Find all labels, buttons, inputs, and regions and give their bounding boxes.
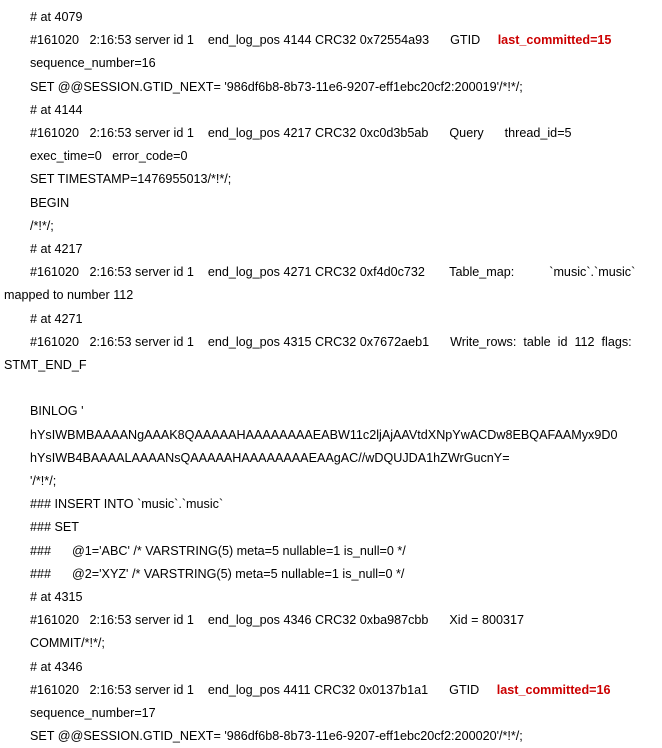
log-line (4, 308, 658, 331)
log-line (4, 6, 658, 29)
log-line (4, 400, 658, 423)
log-line-text: BINLOG ' (30, 404, 84, 419)
log-line (4, 424, 658, 447)
log-line (4, 493, 658, 516)
log-line-text: sequence_number=16 (30, 56, 156, 71)
log-line-text: BEGIN (30, 195, 70, 210)
log-line-text: #161020 2:16:53 server id 1 end_log_pos 4315 CRC32 0x7672aeb1 Write_rows: table id 112 flags: (30, 334, 632, 349)
log-line (4, 377, 658, 400)
log-line-text: #161020 2:16:53 server id 1 end_log_pos 4144 CRC32 0x72554a93 GTID (30, 33, 498, 48)
log-line-text: # at 4217 (30, 242, 83, 257)
log-line-text: # at 4144 (30, 102, 83, 117)
log-line-text: /*!*/; (30, 218, 54, 233)
log-line-text: # at 4079 (30, 10, 83, 24)
log-line-text: SET @@SESSION.GTID_NEXT= '986df6b8-8b73-11e6-9207-eff1ebc20cf2:200019'/*!*/; (30, 79, 523, 94)
log-line (4, 632, 658, 655)
log-line (4, 447, 658, 470)
log-line (4, 29, 658, 52)
log-line-text: ### SET (30, 520, 80, 535)
log-line (4, 470, 658, 493)
log-line-text: #161020 2:16:53 server id 1 end_log_pos 4411 CRC32 0x0137b1a1 GTID (30, 682, 497, 697)
log-line-text: # at 4271 (30, 311, 83, 326)
log-line (4, 76, 658, 99)
log-line (4, 52, 658, 75)
log-line (4, 331, 658, 354)
log-line-text: '/*!*/; (30, 474, 57, 489)
log-line-text: # at 4315 (30, 590, 83, 605)
log-line-text: sequence_number=17 (30, 706, 156, 721)
log-line (4, 725, 658, 748)
log-line-text: STMT_END_F (4, 358, 87, 373)
log-line (4, 284, 658, 307)
log-line (4, 354, 658, 377)
log-line (4, 215, 658, 238)
log-line-text: ### INSERT INTO `music`.`music` (30, 497, 224, 512)
log-line (4, 261, 658, 284)
log-line (4, 99, 658, 122)
log-line (4, 192, 658, 215)
log-line-text: exec_time=0 error_code=0 (30, 149, 188, 164)
log-line-text: #161020 2:16:53 server id 1 end_log_pos 4271 CRC32 0xf4d0c732 Table_map: `music`.`music` (30, 265, 636, 280)
log-line-text: SET TIMESTAMP=1476955013/*!*/; (30, 172, 232, 187)
log-line (4, 540, 658, 563)
log-line (4, 609, 658, 632)
log-line-text: ### @1='ABC' /* VARSTRING(5) meta=5 nullable=1 is_null=0 */ (30, 543, 406, 558)
last-committed-highlight: last_committed=15 (497, 33, 612, 48)
log-line-text: ### @2='XYZ' /* VARSTRING(5) meta=5 nullable=1 is_null=0 */ (30, 566, 405, 581)
log-line-text: COMMIT/*!*/; (30, 636, 105, 651)
log-line (4, 702, 658, 725)
log-line-text: hYsIWB4BAAAALAAAANsQAAAAAHAAAAAAAAEAAgAC//wDQUJDA1hZWrGucnY= (30, 450, 510, 465)
log-line (4, 679, 658, 702)
log-line (4, 238, 658, 261)
last-committed-highlight: last_committed=16 (496, 682, 611, 697)
log-line-text: mapped to number 112 (4, 288, 134, 303)
log-line (4, 145, 658, 168)
log-line-text: #161020 2:16:53 server id 1 end_log_pos 4217 CRC32 0xc0d3b5ab Query thread_id=5 (30, 126, 572, 141)
log-line (4, 656, 658, 679)
log-line (4, 122, 658, 145)
log-line-text: #161020 2:16:53 server id 1 end_log_pos 4346 CRC32 0xba987cbb Xid = 800317 (30, 613, 524, 628)
log-line (4, 168, 658, 191)
log-line (4, 563, 658, 586)
log-line (4, 586, 658, 609)
log-line-text: hYsIWBMBAAAANgAAAK8QAAAAAHAAAAAAAAEABW11c2ljAjAAVtdXNpYwACDw8EBQAFAAMyx9D0 (30, 427, 618, 442)
log-line-text: # at 4346 (30, 659, 83, 674)
log-line (4, 516, 658, 539)
log-line-text: SET @@SESSION.GTID_NEXT= '986df6b8-8b73-11e6-9207-eff1ebc20cf2:200020'/*!*/; (30, 729, 523, 744)
